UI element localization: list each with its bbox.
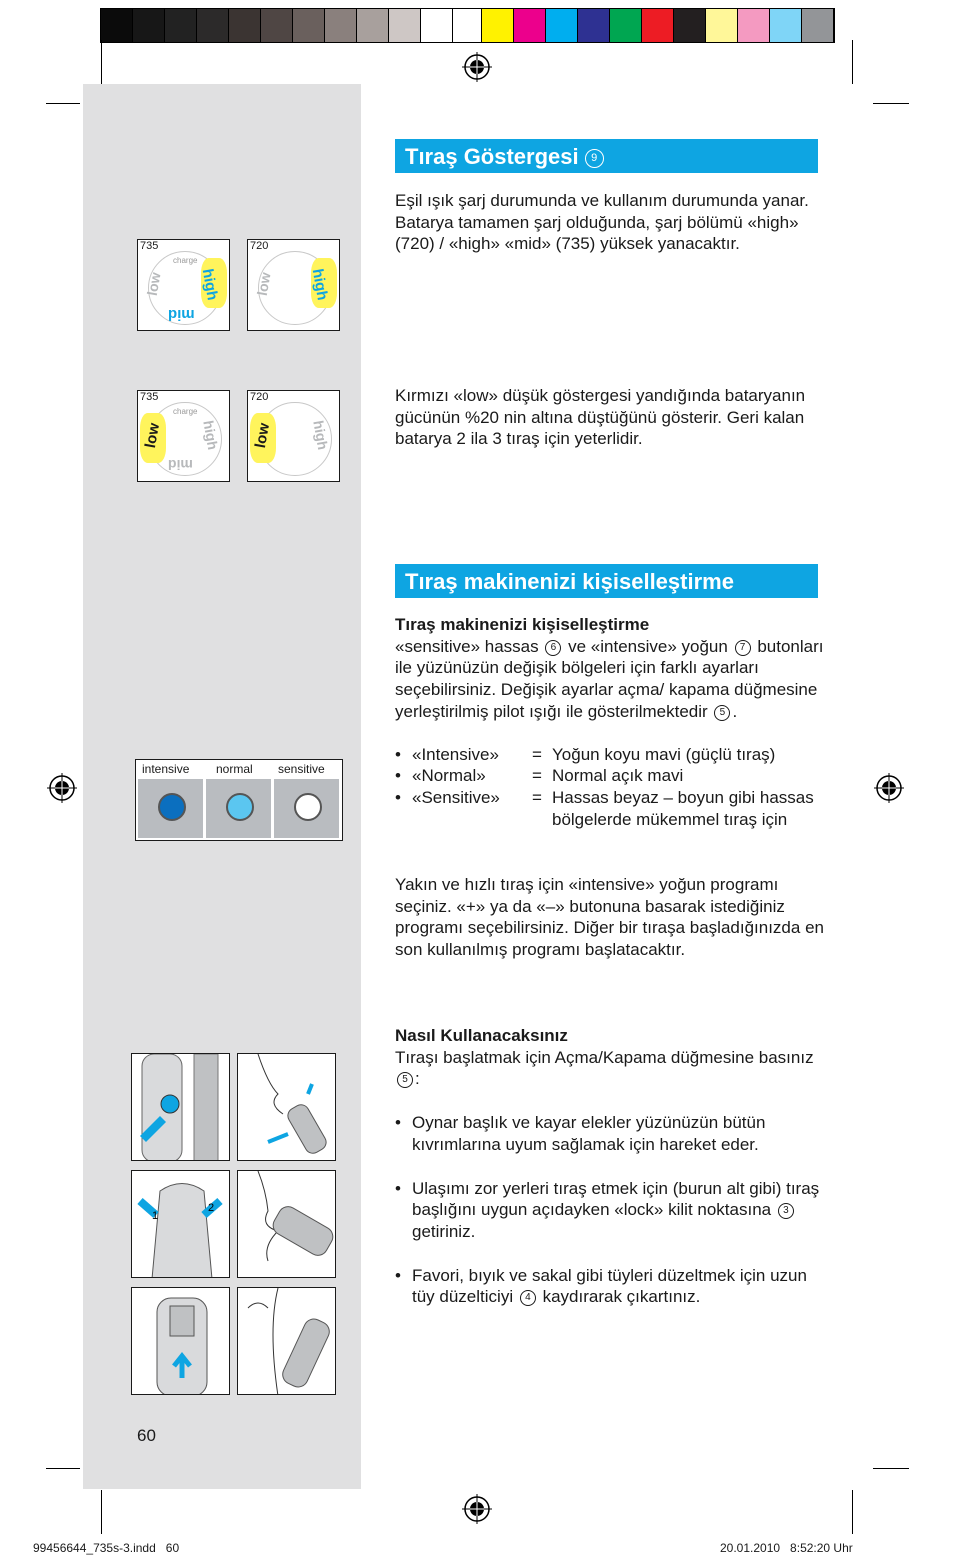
mode-label-sensitive: sensitive xyxy=(278,762,325,776)
text-run: Oynar başlık ve kayar elekler yüzünüzün bütün kıvrımlarına uyum sağlamak için hareket eder. xyxy=(412,1113,766,1154)
color-swatch xyxy=(165,9,197,42)
charge-panel-720-high xyxy=(247,239,340,331)
subheading: Tıraş makinenizi kişiselleştirme xyxy=(395,615,650,634)
print-slug-timestamp: 20.01.2010 8:52:20 Uhr xyxy=(720,1541,853,1555)
color-swatch xyxy=(770,9,802,42)
face-icon xyxy=(238,1054,336,1161)
text-run: Tıraşı başlatmak için Açma/Kapama düğmesine basınız xyxy=(395,1047,814,1067)
mode-value: Normal açık mavi xyxy=(552,766,684,786)
reference-number: 4 xyxy=(520,1290,536,1306)
reference-number: 3 xyxy=(778,1203,794,1219)
mode-value: Yoğun koyu mavi (güçlü tıraş) xyxy=(552,744,776,764)
list-item xyxy=(395,1112,825,1155)
color-swatch xyxy=(610,9,642,42)
model-number: 720 xyxy=(250,240,269,252)
face-icon xyxy=(238,1171,336,1278)
illustration-head-lock xyxy=(131,1170,230,1278)
color-swatch xyxy=(325,9,357,42)
mode-value: Hassas beyaz – boyun gibi hassas bölgelerde mükemmel tıraş için xyxy=(552,787,814,829)
charge-label: charge xyxy=(173,407,198,416)
color-swatch xyxy=(293,9,325,42)
text-run: butonları ile yüzünüzün değişik bölgeleri için farklı ayarları seçebilirsiniz. Değişik ayarlar açma/ kapama düğmesine yerleştirilmiş pilot ışığı ile gösterilmektedir xyxy=(395,636,824,721)
color-swatch xyxy=(133,9,165,42)
color-swatch xyxy=(674,9,706,42)
reference-number: 7 xyxy=(735,640,751,656)
pilot-light-icon xyxy=(226,793,254,821)
mode-eq: = xyxy=(532,744,542,764)
mode-cell-normal xyxy=(206,779,271,838)
printer-color-bar xyxy=(100,8,835,43)
reference-number: 9 xyxy=(585,149,604,168)
reference-number: 5 xyxy=(714,705,730,721)
color-swatch xyxy=(482,9,514,42)
pilot-light-icon xyxy=(294,793,322,821)
how-to-use-text xyxy=(395,1025,825,1308)
mode-key: • «Intensive» xyxy=(412,744,499,764)
paragraph xyxy=(395,1047,825,1090)
step-number: 2 xyxy=(208,1202,215,1214)
pilot-light-icon xyxy=(158,793,186,821)
list-item xyxy=(395,1178,825,1243)
high-label: high xyxy=(308,267,331,302)
color-swatch xyxy=(738,9,770,42)
crop-mark xyxy=(852,1490,853,1534)
color-swatch xyxy=(642,9,674,42)
color-swatch xyxy=(546,9,578,42)
mid-label: mid xyxy=(168,457,193,473)
illustration-face-profile xyxy=(237,1053,336,1161)
charge-panel-735-high xyxy=(137,239,230,331)
paragraph: Batarya tamamen şarj olduğunda, şarj bölümü «high» (720) / «high» «mid» (735) yüksek yanacaktır. xyxy=(395,212,799,254)
model-number: 735 xyxy=(140,391,159,403)
color-swatch xyxy=(578,9,610,42)
paragraph: Yakın ve hızlı tıraş için «intensive» yoğun programı seçiniz. «+» ya da «–» butonuna basarak istediğiniz programı seçebilirsiniz. Diğer bir tıraşa başladığınızda en son kullanılmış programı başlatacaktır. xyxy=(395,875,824,960)
low-label: low xyxy=(253,271,274,297)
crop-mark xyxy=(46,103,80,104)
face-icon xyxy=(238,1288,336,1395)
crop-mark xyxy=(46,1468,80,1469)
crop-mark xyxy=(101,1490,102,1534)
list-item xyxy=(395,1265,825,1308)
text-run: Ulaşımı zor yerleri tıraş etmek için (burun alt gibi) tıraş başlığını uygun açıdayken «lock» kilit noktasına xyxy=(412,1178,820,1220)
high-label: high xyxy=(198,267,221,302)
crop-mark xyxy=(873,1468,909,1469)
illustration-under-nose xyxy=(237,1170,336,1278)
color-swatch xyxy=(357,9,389,42)
text-run: kaydırarak çıkartınız. xyxy=(542,1287,701,1307)
color-bar-gap xyxy=(453,9,482,42)
mode-cell-sensitive xyxy=(274,779,339,838)
color-swatch xyxy=(389,9,421,42)
intensive-program-text xyxy=(395,874,825,961)
registration-mark-icon xyxy=(462,52,492,82)
text-run: . xyxy=(732,701,738,721)
crop-mark xyxy=(101,40,102,84)
reference-number: 6 xyxy=(545,640,561,656)
registration-mark-icon xyxy=(874,773,904,803)
color-swatch xyxy=(706,9,738,42)
paragraph: Kırmızı «low» düşük göstergesi yandığında bataryanın gücünün %20 nin altına düştüğünü gösterir. Geri kalan batarya 2 ila 3 tıraş için yeterlidir. xyxy=(395,386,806,449)
text-run: getiriniz. xyxy=(412,1221,476,1241)
color-swatch xyxy=(101,9,133,42)
print-slug-file: 99456644_735s-3.indd 60 xyxy=(33,1541,180,1555)
mode-illustration xyxy=(135,759,343,841)
color-swatch xyxy=(261,9,293,42)
mode-list-item xyxy=(395,765,825,787)
mode-label-normal: normal xyxy=(216,762,253,776)
color-swatch xyxy=(197,9,229,42)
illustration-sideburn-trim xyxy=(237,1287,336,1395)
mode-eq: = xyxy=(532,766,542,786)
reference-number: 5 xyxy=(397,1072,413,1088)
heading-text: Tıraş Göstergesi xyxy=(405,144,579,169)
illustration-long-hair-trimmer xyxy=(131,1287,230,1395)
mode-cell-intensive xyxy=(138,779,203,838)
paragraph xyxy=(395,636,825,723)
shaver-head-icon xyxy=(132,1171,230,1278)
charge-panel-735-low xyxy=(137,390,230,482)
mode-key: • «Normal» xyxy=(412,766,486,786)
shaver-icon xyxy=(132,1054,230,1161)
text-run: «sensitive» hassas xyxy=(395,636,539,656)
personalize-text xyxy=(395,614,825,830)
registration-mark-icon xyxy=(47,773,77,803)
heading-text: Tıraş makinenizi kişiselleştirme xyxy=(405,569,734,594)
charge-label: charge xyxy=(173,256,198,265)
mode-label-intensive: intensive xyxy=(142,762,190,776)
high-label: high xyxy=(310,419,332,451)
trimmer-icon xyxy=(132,1288,230,1395)
color-swatch xyxy=(802,9,834,42)
mode-eq: = xyxy=(532,787,542,807)
color-swatch xyxy=(229,9,261,42)
page-number: 60 xyxy=(137,1426,156,1445)
color-swatch xyxy=(421,9,453,42)
low-label: low xyxy=(143,271,164,297)
crop-mark xyxy=(852,40,853,84)
subheading: Nasıl Kullanacaksınız xyxy=(395,1026,568,1045)
registration-mark-icon xyxy=(462,1494,492,1524)
text-run: ve «intensive» yoğun xyxy=(568,636,728,656)
charge-panel-720-low xyxy=(247,390,340,482)
low-label: low xyxy=(251,421,274,450)
illustration-shaver-power-button xyxy=(131,1053,230,1161)
high-label: high xyxy=(200,419,222,451)
model-number: 720 xyxy=(250,391,269,403)
text-run: : xyxy=(415,1069,420,1089)
step-number: 1 xyxy=(152,1210,159,1222)
section-heading-personalize xyxy=(395,564,818,598)
color-swatch xyxy=(514,9,546,42)
mode-list-item xyxy=(395,744,825,766)
low-label: low xyxy=(141,421,164,450)
model-number: 735 xyxy=(140,240,159,252)
mode-list-item xyxy=(395,787,825,830)
paragraph: Eşil ışık şarj durumunda ve kullanım durumunda yanar. xyxy=(395,191,809,210)
text-run: Favori, bıyık ve sakal gibi tüyleri düzeltmek için uzun tüy düzelticiyi xyxy=(412,1265,807,1307)
crop-mark xyxy=(873,103,909,104)
mode-key: • «Sensitive» xyxy=(412,787,500,807)
mid-label: mid xyxy=(168,306,195,323)
low-indicator-text xyxy=(395,385,825,450)
section-heading-shave-indicator xyxy=(395,139,818,173)
shave-indicator-text xyxy=(395,190,825,255)
